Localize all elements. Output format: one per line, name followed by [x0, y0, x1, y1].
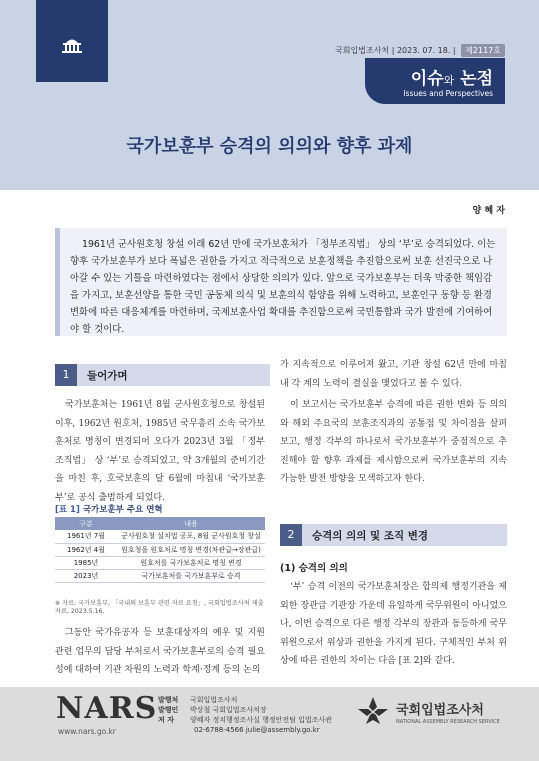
issue-meta [335, 44, 505, 57]
table-row: 1985년 원호처를 국가보훈처로 명칭 변경 [55, 556, 265, 569]
table-source-note: ※ 자료: 국가보훈부, 「국내외 보훈부 관련 자료 요청」, 국회입법조사처 제출 자료, 2023.5.16. [55, 600, 264, 615]
header-banner [0, 0, 539, 190]
table-header: 구분 [55, 517, 117, 530]
section-1-heading [55, 364, 270, 386]
section-1-paragraph-4: 이 보고서는 국가보훈부 승격에 따른 권한 변화 등 의의와 해외 주요국의 보훈조직과의 공통점 및 차이점을 살펴보고, 행정 각부의 하나로서 국가보훈부가 중점적으로 추진해야 할 향후 과제를 제시함으로써 국가보훈부의 지속 가능한 발전 방향을 모색하고자 한다. [280, 400, 507, 484]
subsection-title: (1) 승격의 의의 [280, 563, 348, 574]
abstract-box: 1961년 군사원호청 창설 이래 62년 만에 국가보훈처가 「정부조직법」 상의 ‘부’로 승격되었다. 이는 향후 국가보훈부가 보다 폭넓은 권한을 가지고 적극적으로 보훈정책을 추진함으로써 보훈 선진국으로 나아갈 수 있는 기틀을 마련하였다는 점에서 상당한 의의가 있다. 앞으로 국가보훈부는 더욱 막중한 책임감을 가지고, 보훈선양을 통한 국민 공동체 의식 및 보훈의식 함양을 위해 노력하고, 보훈인구 동향 등 환경변화에 따른 대응체계를 마련하며, 국제보훈사업 확대를 추진함으로써 국민통합과 국가 발전에 기여하여야 할 것이다. [55, 228, 507, 336]
org-name-ko: 국회입법조사처 [396, 703, 484, 718]
org-name-en: NATIONAL ASSEMBLY RESEARCH SERVICE [396, 719, 500, 725]
section-2-heading [280, 524, 507, 546]
section-1-paragraph-1: 국가보훈처는 1961년 8월 군사원호청으로 창설된 이후, 1962년 원호처, 1985년 국무총리 소속 국가보훈처로 명칭이 변경되어 오다가 2023년 3월 「정부조직법」 상 ‘부’로 승격되었고, 약 3개월의 준비기간을 마친 후, 호국보훈의 달 6월에 마침내 ‘국가보훈부’로 공식 출범하게 되었다. [55, 400, 265, 503]
section-title: 들어가며 [87, 370, 128, 382]
table-1-title: [표 1] 국가보훈부 주요 연혁 [55, 505, 163, 515]
table-row: 1962년 4월 원호청을 원호처로 명칭 변경(차관급→장관급) [55, 543, 265, 556]
series-subtitle: Issues and Perspectives [403, 89, 493, 98]
table-header: 내용 [117, 517, 265, 530]
section-title: 승격의 의의 및 조직 변경 [312, 530, 429, 542]
date-line: 국회입법조사처 | 2023. 07. 18. | [335, 46, 456, 55]
document-title: 국가보훈부 승격의 의의와 향후 과제 [126, 136, 413, 157]
table-row: 2023년 국가보훈처를 국가보훈부로 승격 [55, 569, 265, 582]
section-number: 1 [55, 364, 77, 386]
series-badge [365, 58, 505, 104]
history-table [55, 517, 265, 583]
section-1-paragraph-3: 가 지속적으로 이루어져 왔고, 기관 창설 62년 만에 마침내 각 계의 노력이 결실을 맺었다고 볼 수 있다. [280, 360, 507, 389]
footer [0, 687, 539, 761]
publisher-info: 발행처 국회입법조사처 발행인 박상철 국회입법조사처장 저 자 양혜자 정치행정조사실 행정안전팀 입법조사관 02-6788-4566 julie@assembly.go.kr [158, 696, 332, 734]
nars-emblem-icon [356, 695, 390, 727]
assembly-logo-block [36, 0, 108, 82]
section-1-paragraph-2: 그동안 국가유공자 등 보훈대상자의 예우 및 지원 관련 업무의 담당 부처로서 국가보훈부로의 승격 필요성에 대하여 기관 차원의 노력과 학계·정계 등의 논의 [55, 628, 265, 675]
author: 양 혜 자 [472, 206, 505, 216]
org-logo [356, 693, 506, 729]
nars-logo: NARS [56, 691, 158, 726]
section-2-paragraph-1: ‘부’ 승격 이전의 국가보훈처장은 합의제 행정기관을 제외한 장관급 기관장 가운데 유일하게 국무위원이 아니었으나, 이번 승격으로 다른 행정 각부의 장관과 동등하게 국무위원으로서 위상과 권한을 가지게 된다. 구체적인 부처 위상에 따른 권한의 차이는 다음 [표 2]와 같다. [280, 582, 507, 666]
table-row: 1961년 7월 군사원호청 설치법 공포, 8월 군사원호청 창설 [55, 530, 265, 543]
issue-number: 제2117호 [461, 44, 505, 57]
contact-line: 02-6788-4566 julie@assembly.go.kr [194, 726, 320, 734]
website-url: www.nars.go.kr [58, 727, 116, 736]
section-number: 2 [280, 524, 302, 546]
series-title: 이슈와 논점 [410, 69, 493, 89]
assembly-building-icon [60, 36, 84, 54]
